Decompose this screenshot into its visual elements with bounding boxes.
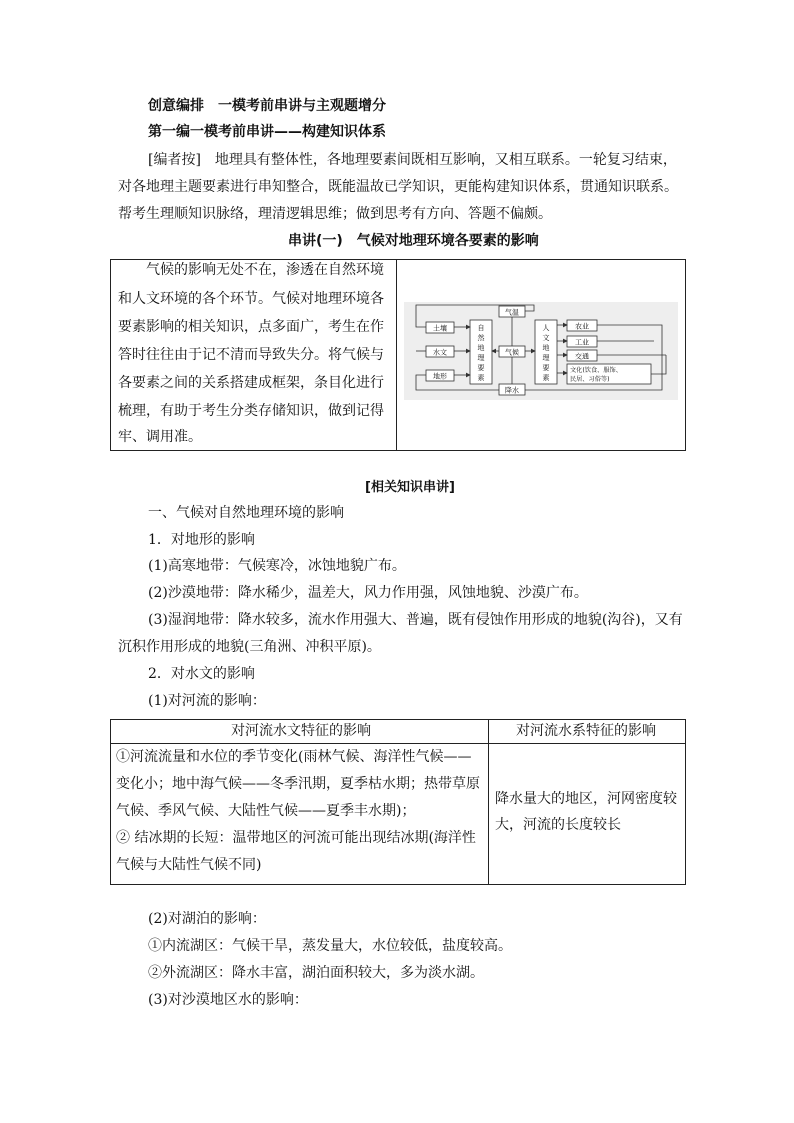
natural-char: 素 <box>477 374 485 382</box>
paragraph-5: (2)对湖泊的影响： <box>148 911 266 927</box>
human-char: 文 <box>542 334 550 342</box>
node-climate-label: 气候 <box>505 348 519 357</box>
human-char: 要 <box>542 364 550 372</box>
summary-box-divider <box>396 259 397 451</box>
intro-line-1: [编者按] 地理具有整体性，各地理要素间既相互影响，又相互联系。一轮复习结束， <box>148 152 677 168</box>
table-cell-line: 大，河流的长度较长 <box>495 817 621 833</box>
human-char: 理 <box>542 354 550 362</box>
paragraph-2: (2)沙漠地带：降水稀少，温差大，风力作用强，风蚀地貌、沙漠广布。 <box>148 585 588 601</box>
related-knowledge-title: [相关知识串讲] <box>365 480 455 495</box>
section-title: 串讲(一) 气候对地理环境各要素的影响 <box>288 233 539 249</box>
summary-line: 牢、调用准。 <box>118 429 202 445</box>
summary-line: 各要素之间的关系搭建成框架，条目化进行 <box>118 375 384 391</box>
intro-line-2: 对各地理主题要素进行串知整合，既能温故已学知识，更能构建知识体系，贯通知识联系。 <box>118 179 678 195</box>
paragraph-3b: 沉积作用形成的地貌(三角洲、冲积平原)。 <box>118 639 381 655</box>
table-header-hydrology: 对河流水文特征的影响 <box>231 723 371 739</box>
human-char: 人 <box>542 324 550 332</box>
human-char: 地 <box>542 344 550 352</box>
summary-line: 和人文环境的各个环节。气候对地理环境各 <box>118 291 384 307</box>
node-hydrology-label: 水文 <box>433 348 447 357</box>
climate-relationship-diagram <box>404 302 678 400</box>
node-agriculture-label: 农业 <box>575 322 589 331</box>
table-cell-line: 气候与大陆性气候不同) <box>116 857 262 873</box>
table-cell-line: ①河流流量和水位的季节变化(雨林气候、海洋性气候—— <box>116 749 472 765</box>
human-char: 素 <box>542 374 550 382</box>
document-subtitle: 第一编一模考前串讲——构建知识体系 <box>148 124 386 140</box>
node-soil-label: 土壤 <box>433 324 447 333</box>
natural-char: 然 <box>477 334 485 342</box>
table-cell-line: 气候、季风气候、大陆性气候——夏季丰水期)； <box>116 803 416 819</box>
summary-line: 气候的影响无处不在，渗透在自然环境 <box>118 262 384 278</box>
table-cell-line: 变化小；地中海气候——冬季汛期，夏季枯水期；热带草原 <box>116 776 480 792</box>
document-title: 创意编排 一模考前串讲与主观题增分 <box>148 98 386 114</box>
paragraph-8: (3)对沙漠地区水的影响： <box>148 992 308 1008</box>
intro-line-3: 帮考生理顺知识脉络，理清逻辑思维；做到思考有方向、答题不偏颇。 <box>118 206 552 222</box>
summary-line: 要素影响的相关知识，点多面广，考生在作 <box>118 319 384 335</box>
summary-line: 答时往往由于记不清而导致失分。将气候与 <box>118 347 384 363</box>
natural-char: 自 <box>477 324 485 332</box>
table-cell-line: 降水量大的地区，河网密度较 <box>495 791 677 807</box>
node-culture-label-1: 文化(饮食、服饰、 <box>570 367 622 374</box>
heading-1-1: 1．对地形的影响 <box>148 532 255 548</box>
natural-char: 地 <box>477 344 485 352</box>
node-transport-label: 交通 <box>575 352 589 361</box>
node-culture-label-2: 民居、习俗等) <box>570 376 610 383</box>
paragraph-7: ②外流湖区：降水丰富，湖泊面积较大，多为淡水湖。 <box>148 965 484 981</box>
table-cell-line: ② 结冰期的长短：温带地区的河流可能出现结冰期(海洋性 <box>116 830 476 846</box>
node-precipitation-label: 降水 <box>505 386 519 395</box>
natural-char: 理 <box>477 354 485 362</box>
natural-char: 要 <box>477 364 485 372</box>
heading-1-2: 2．对水文的影响 <box>148 666 255 682</box>
paragraph-4: (1)对河流的影响： <box>148 693 266 709</box>
table-header-divider <box>110 743 686 744</box>
paragraph-3a: (3)湿润地带：降水较多，流水作用强大、普遍，既有侵蚀作用形成的地貌(沟谷)，又有 <box>148 612 683 628</box>
paragraph-1: (1)高寒地带：气候寒冷，冰蚀地貌广布。 <box>148 558 406 574</box>
node-temperature-label: 气温 <box>505 308 519 317</box>
node-industry-label: 工业 <box>575 338 589 347</box>
node-landform-label: 地形 <box>433 372 447 381</box>
paragraph-6: ①内流湖区：气候干旱，蒸发量大，水位较低，盐度较高。 <box>148 938 512 954</box>
table-header-water-system: 对河流水系特征的影响 <box>516 723 656 739</box>
summary-line: 梳理，有助于考生分类存储知识，做到记得 <box>118 403 384 419</box>
heading-1: 一、气候对自然地理环境的影响 <box>148 505 344 521</box>
